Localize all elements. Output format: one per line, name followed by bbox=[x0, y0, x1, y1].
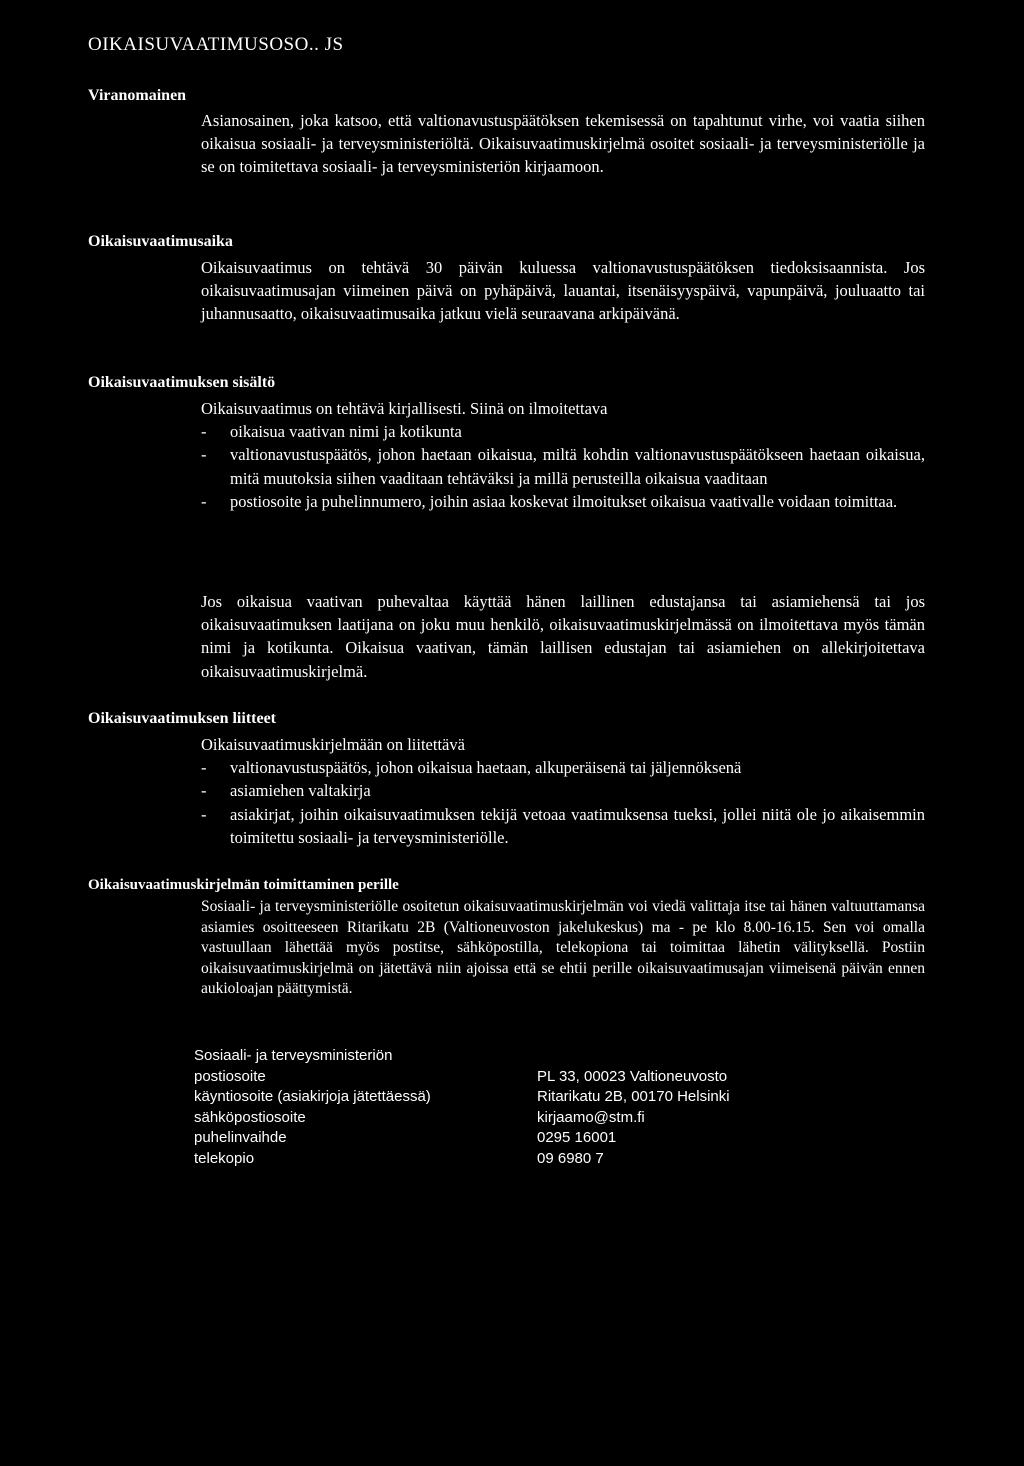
attachments-list bbox=[201, 756, 925, 849]
contact-org bbox=[194, 1046, 730, 1067]
contact-row bbox=[194, 1067, 730, 1088]
paragraph: Oikaisuvaatimus on tehtävä 30 päivän kuluessa valtionavustuspäätöksen tiedoksisaannista. Jos oikaisuvaatimusajan viimeinen päivä on pyhäpäivä, lauantai, itsenäisyyspäivä, vapunpäivä, jouluaatto tai juhannusaatto, oikaisuvaatimusaika jatkuu vielä seuraavana arkipäivänä. bbox=[201, 258, 925, 324]
contact-row bbox=[194, 1128, 730, 1149]
contact-info bbox=[194, 1046, 730, 1169]
section-body-viranomainen bbox=[201, 109, 925, 179]
list-dash: - bbox=[201, 445, 207, 465]
list-item bbox=[201, 803, 925, 849]
section-body-sisalto-extra bbox=[201, 590, 925, 683]
contact-row bbox=[194, 1149, 730, 1170]
list-item-text: valtionavustuspäätös, johon haetaan oikaisua, miltä kohdin valtionavustuspäätökseen haetaan oikaisua, mitä muutoksia siihen vaaditaan tehtäväksi ja millä perusteilla oikaisua vaaditaan bbox=[230, 445, 925, 488]
document-title: OIKAISUVAATIMUSOSO.. JS bbox=[88, 34, 344, 55]
section-body-liitteet bbox=[201, 733, 925, 849]
contact-value: 09 6980 7 bbox=[537, 1149, 604, 1167]
section-body-toimittaminen bbox=[201, 897, 925, 1000]
requirements-list bbox=[201, 420, 925, 513]
list-dash: - bbox=[201, 422, 207, 442]
contact-label: telekopio bbox=[194, 1149, 255, 1167]
section-heading-oikaisuvaatimusaika: Oikaisuvaatimusaika bbox=[88, 233, 233, 250]
contact-value: Ritarikatu 2B, 00170 Helsinki bbox=[537, 1088, 730, 1105]
list-item-text: oikaisua vaativan nimi ja kotikunta bbox=[230, 422, 462, 442]
contact-org-name: Sosiaali- ja terveysministeriön bbox=[194, 1047, 393, 1064]
section-heading-liitteet: Oikaisuvaatimuksen liitteet bbox=[88, 710, 277, 727]
list-item-text: asiamiehen valtakirja bbox=[230, 781, 371, 801]
list-item bbox=[201, 490, 925, 513]
contact-value: kirjaamo@stm.fi bbox=[537, 1108, 645, 1126]
section-heading-viranomainen: Viranomainen bbox=[88, 87, 187, 104]
contact-label: postiosoite bbox=[194, 1067, 266, 1085]
list-dash: - bbox=[201, 781, 207, 801]
list-dash: - bbox=[201, 804, 207, 824]
list-dash: - bbox=[201, 758, 207, 778]
list-item-text: postiosoite ja puhelinnumero, joihin asiaa koskevat ilmoitukset oikaisua vaativalle voidaan toimittaa. bbox=[230, 491, 898, 511]
contact-value: PL 33, 00023 Valtioneuvosto bbox=[537, 1067, 728, 1085]
list-dash: - bbox=[201, 491, 207, 511]
list-item bbox=[201, 779, 925, 802]
section-heading-sisalto: Oikaisuvaatimuksen sisältö bbox=[88, 374, 276, 391]
list-item bbox=[201, 420, 925, 443]
list-intro: Oikaisuvaatimuskirjelmään on liitettävä bbox=[201, 735, 465, 754]
list-item bbox=[201, 756, 925, 779]
section-body-oikaisuvaatimusaika bbox=[201, 256, 925, 326]
contact-row bbox=[194, 1108, 730, 1129]
list-item bbox=[201, 443, 925, 489]
paragraph: Jos oikaisua vaativan puhevaltaa käyttää hänen laillinen edustajansa tai asiamiehensä tai jos oikaisuvaatimuksen laatijana on joku muu henkilö, oikaisuvaatimuskirjelmässä on ilmoitettava myös tämän nimi ja kotikunta. Oikaisua vaativan, tämän laillisen edustajan tai asiamiehen on allekirjoitettava oikaisuvaatimuskirjelmä. bbox=[201, 592, 925, 681]
contact-label: sähköpostiosoite bbox=[194, 1108, 306, 1126]
paragraph: Asianosainen, joka katsoo, että valtionavustuspäätöksen tekemisessä on tapahtunut virhe, voi vaatia siihen oikaisua sosiaali- ja terveysministeriöltä. Oikaisuvaatimuskirjelmä osoitet sosiaali- ja terveysministeriölle ja se on toimitettava sosiaali- ja terveysministeriön kirjaamoon. bbox=[201, 111, 925, 177]
section-body-sisalto bbox=[201, 397, 925, 513]
contact-value: 0295 16001 bbox=[537, 1129, 617, 1146]
contact-label: käyntiosoite (asiakirjoja jätettäessä) bbox=[194, 1088, 431, 1105]
contact-label: puhelinvaihde bbox=[194, 1129, 287, 1146]
list-item-text: asiakirjat, joihin oikaisuvaatimuksen tekijä vetoaa vaatimuksensa tueksi, jollei niitä ole jo aikaisemmin toimitettu sosiaali- ja terveysministeriölle. bbox=[230, 804, 925, 847]
list-intro: Oikaisuvaatimus on tehtävä kirjallisesti. Siinä on ilmoitettava bbox=[201, 399, 608, 418]
section-heading-toimittaminen: Oikaisuvaatimuskirjelmän toimittaminen perille bbox=[88, 877, 399, 893]
list-item-text: valtionavustuspäätös, johon oikaisua haetaan, alkuperäisenä tai jäljennöksenä bbox=[230, 758, 742, 778]
paragraph: Sosiaali- ja terveysministeriölle osoitetun oikaisuvaatimuskirjelmän voi viedä valittaja itse tai hänen valtuuttamansa asiamies osoitteeseen Ritarikatu 2B (Valtioneuvoston jakelukeskus) ma - pe klo 8.00-16.15. Sen voi omalla vastuullaan lähettää myös postitse, sähköpostilla, telekopiona tai toimittaa lähetin välityksellä. Postiin oikaisuvaatimuskirjelmä on jätettävä niin ajoissa että se ehtii perille oikaisuvaatimusajan viimeisenä päivän ennen aukioloajan päättymistä. bbox=[201, 898, 925, 997]
contact-row bbox=[194, 1087, 730, 1108]
